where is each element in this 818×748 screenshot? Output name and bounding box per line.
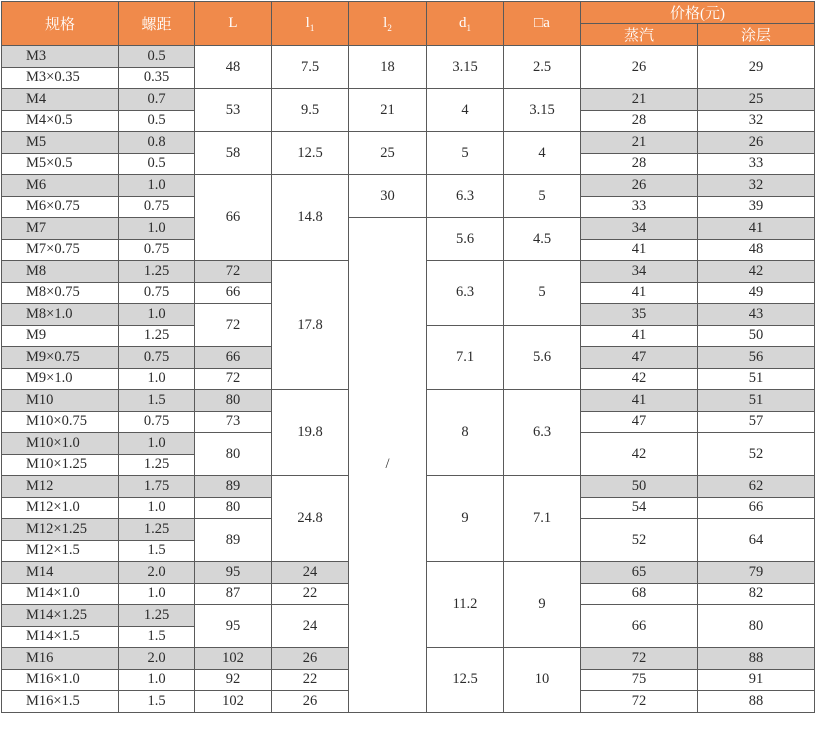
cell-spec: M3×0.35: [2, 67, 119, 89]
cell-L: 58: [195, 132, 272, 175]
cell-a: 5: [504, 175, 581, 218]
cell-steam: 47: [581, 347, 698, 369]
cell-pitch: 1.0: [119, 497, 195, 519]
cell-pitch: 1.0: [119, 304, 195, 326]
cell-pitch: 2.0: [119, 648, 195, 670]
cell-spec: M10×1.25: [2, 454, 119, 476]
cell-steam: 26: [581, 175, 698, 197]
cell-l1: 17.8: [272, 261, 349, 390]
cell-pitch: 0.35: [119, 67, 195, 89]
cell-d1: 6.3: [427, 175, 504, 218]
cell-a: 5.6: [504, 325, 581, 390]
cell-L: 102: [195, 691, 272, 713]
cell-a: 6.3: [504, 390, 581, 476]
cell-L: 66: [195, 282, 272, 304]
cell-L: 80: [195, 433, 272, 476]
header-coat: 涂层: [698, 24, 815, 46]
cell-steam: 21: [581, 89, 698, 111]
cell-l1: 26: [272, 648, 349, 670]
cell-l2: 25: [349, 132, 427, 175]
cell-pitch: 0.75: [119, 282, 195, 304]
cell-spec: M6: [2, 175, 119, 197]
cell-d1: 11.2: [427, 562, 504, 648]
cell-steam: 35: [581, 304, 698, 326]
cell-l1: 24: [272, 562, 349, 584]
cell-pitch: 1.25: [119, 325, 195, 347]
cell-l1: 22: [272, 583, 349, 605]
cell-coat: 32: [698, 110, 815, 132]
cell-spec: M12×1.0: [2, 497, 119, 519]
cell-pitch: 1.25: [119, 261, 195, 283]
cell-steam: 26: [581, 46, 698, 89]
cell-L: 66: [195, 347, 272, 369]
cell-pitch: 1.0: [119, 433, 195, 455]
cell-L: 87: [195, 583, 272, 605]
cell-coat: 48: [698, 239, 815, 261]
cell-a: 3.15: [504, 89, 581, 132]
cell-spec: M7: [2, 218, 119, 240]
cell-pitch: 1.0: [119, 368, 195, 390]
cell-spec: M8×0.75: [2, 282, 119, 304]
cell-d1: 12.5: [427, 648, 504, 713]
header-pitch: 螺距: [119, 2, 195, 46]
cell-L: 89: [195, 519, 272, 562]
cell-l1: 14.8: [272, 175, 349, 261]
header-price: 价格(元): [581, 2, 815, 24]
cell-steam: 72: [581, 691, 698, 713]
cell-coat: 49: [698, 282, 815, 304]
cell-steam: 28: [581, 153, 698, 175]
cell-a: 2.5: [504, 46, 581, 89]
cell-L: 95: [195, 562, 272, 584]
cell-L: 66: [195, 175, 272, 261]
cell-pitch: 1.25: [119, 454, 195, 476]
cell-pitch: 2.0: [119, 562, 195, 584]
cell-coat: 33: [698, 153, 815, 175]
cell-d1: 5.6: [427, 218, 504, 261]
cell-coat: 41: [698, 218, 815, 240]
cell-coat: 56: [698, 347, 815, 369]
cell-a: 5: [504, 261, 581, 326]
cell-a: 4.5: [504, 218, 581, 261]
cell-coat: 43: [698, 304, 815, 326]
cell-spec: M10×1.0: [2, 433, 119, 455]
cell-steam: 47: [581, 411, 698, 433]
cell-pitch: 1.75: [119, 476, 195, 498]
cell-L: 53: [195, 89, 272, 132]
cell-d1: 5: [427, 132, 504, 175]
cell-steam: 41: [581, 239, 698, 261]
cell-coat: 88: [698, 691, 815, 713]
cell-spec: M6×0.75: [2, 196, 119, 218]
spec-price-table: [1, 1, 815, 713]
cell-coat: 25: [698, 89, 815, 111]
cell-steam: 65: [581, 562, 698, 584]
cell-L: 48: [195, 46, 272, 89]
cell-spec: M9×0.75: [2, 347, 119, 369]
cell-spec: M4×0.5: [2, 110, 119, 132]
header-L: L: [195, 2, 272, 46]
cell-d1: 4: [427, 89, 504, 132]
cell-spec: M14×1.25: [2, 605, 119, 627]
cell-spec: M12: [2, 476, 119, 498]
cell-spec: M16×1.5: [2, 691, 119, 713]
table-row: [2, 218, 815, 240]
table-body: [2, 46, 815, 713]
cell-spec: M5: [2, 132, 119, 154]
cell-l1: 22: [272, 669, 349, 691]
cell-spec: M8: [2, 261, 119, 283]
cell-steam: 33: [581, 196, 698, 218]
cell-l1: 12.5: [272, 132, 349, 175]
cell-L: 72: [195, 304, 272, 347]
cell-l2: 21: [349, 89, 427, 132]
cell-pitch: 1.25: [119, 519, 195, 541]
cell-L: 72: [195, 261, 272, 283]
cell-spec: M4: [2, 89, 119, 111]
cell-L: 89: [195, 476, 272, 498]
cell-d1: 3.15: [427, 46, 504, 89]
cell-L: 80: [195, 497, 272, 519]
cell-a: 9: [504, 562, 581, 648]
cell-coat: 51: [698, 368, 815, 390]
cell-pitch: 0.75: [119, 239, 195, 261]
cell-a: 10: [504, 648, 581, 713]
header-steam: 蒸汽: [581, 24, 698, 46]
cell-coat: 42: [698, 261, 815, 283]
cell-L: 92: [195, 669, 272, 691]
cell-coat: 79: [698, 562, 815, 584]
header-spec: 规格: [2, 2, 119, 46]
cell-l1: 9.5: [272, 89, 349, 132]
cell-spec: M8×1.0: [2, 304, 119, 326]
cell-spec: M5×0.5: [2, 153, 119, 175]
cell-coat: 64: [698, 519, 815, 562]
cell-L: 72: [195, 368, 272, 390]
cell-l1: 24.8: [272, 476, 349, 562]
cell-pitch: 1.0: [119, 218, 195, 240]
cell-pitch: 0.75: [119, 196, 195, 218]
cell-steam: 41: [581, 390, 698, 412]
cell-coat: 29: [698, 46, 815, 89]
header-d1: $d_1$: [427, 2, 504, 46]
cell-coat: 52: [698, 433, 815, 476]
cell-d1: 9: [427, 476, 504, 562]
cell-steam: 21: [581, 132, 698, 154]
header-a: □a: [504, 2, 581, 46]
cell-pitch: 1.0: [119, 175, 195, 197]
cell-pitch: 1.5: [119, 626, 195, 648]
cell-L: 73: [195, 411, 272, 433]
cell-l1: 7.5: [272, 46, 349, 89]
cell-coat: 32: [698, 175, 815, 197]
cell-spec: M3: [2, 46, 119, 68]
cell-spec: M14×1.5: [2, 626, 119, 648]
cell-pitch: 0.8: [119, 132, 195, 154]
cell-spec: M14: [2, 562, 119, 584]
header-l1: $l_1$: [272, 2, 349, 46]
cell-pitch: 1.5: [119, 390, 195, 412]
cell-spec: M9: [2, 325, 119, 347]
cell-L: 102: [195, 648, 272, 670]
cell-coat: 82: [698, 583, 815, 605]
cell-spec: M12×1.5: [2, 540, 119, 562]
cell-l2: /: [349, 218, 427, 713]
cell-spec: M16×1.0: [2, 669, 119, 691]
cell-coat: 66: [698, 497, 815, 519]
cell-a: 4: [504, 132, 581, 175]
cell-coat: 62: [698, 476, 815, 498]
cell-steam: 41: [581, 282, 698, 304]
cell-spec: M16: [2, 648, 119, 670]
cell-steam: 68: [581, 583, 698, 605]
table-row: [2, 46, 815, 68]
cell-spec: M14×1.0: [2, 583, 119, 605]
cell-pitch: 0.75: [119, 411, 195, 433]
table-row: [2, 132, 815, 154]
cell-L: 95: [195, 605, 272, 648]
cell-a: 7.1: [504, 476, 581, 562]
cell-d1: 7.1: [427, 325, 504, 390]
cell-steam: 42: [581, 433, 698, 476]
cell-spec: M9×1.0: [2, 368, 119, 390]
cell-steam: 54: [581, 497, 698, 519]
cell-coat: 88: [698, 648, 815, 670]
table-row: [2, 89, 815, 111]
cell-l2: 18: [349, 46, 427, 89]
cell-steam: 66: [581, 605, 698, 648]
cell-pitch: 0.75: [119, 347, 195, 369]
cell-steam: 52: [581, 519, 698, 562]
cell-pitch: 1.5: [119, 691, 195, 713]
cell-pitch: 1.0: [119, 583, 195, 605]
cell-coat: 39: [698, 196, 815, 218]
cell-spec: M10×0.75: [2, 411, 119, 433]
cell-l1: 19.8: [272, 390, 349, 476]
cell-l1: 26: [272, 691, 349, 713]
cell-steam: 72: [581, 648, 698, 670]
cell-pitch: 0.5: [119, 110, 195, 132]
cell-spec: M10: [2, 390, 119, 412]
cell-pitch: 1.25: [119, 605, 195, 627]
cell-coat: 57: [698, 411, 815, 433]
cell-coat: 51: [698, 390, 815, 412]
header-l2: $l_2$: [349, 2, 427, 46]
table-row: [2, 175, 815, 197]
cell-pitch: 0.5: [119, 46, 195, 68]
cell-spec: M12×1.25: [2, 519, 119, 541]
cell-pitch: 1.5: [119, 540, 195, 562]
cell-coat: 91: [698, 669, 815, 691]
cell-coat: 80: [698, 605, 815, 648]
cell-steam: 42: [581, 368, 698, 390]
cell-spec: M7×0.75: [2, 239, 119, 261]
cell-coat: 50: [698, 325, 815, 347]
cell-pitch: 0.7: [119, 89, 195, 111]
cell-steam: 50: [581, 476, 698, 498]
cell-steam: 41: [581, 325, 698, 347]
cell-l2: 30: [349, 175, 427, 218]
cell-coat: 26: [698, 132, 815, 154]
cell-steam: 34: [581, 261, 698, 283]
cell-steam: 34: [581, 218, 698, 240]
cell-d1: 6.3: [427, 261, 504, 326]
cell-steam: 28: [581, 110, 698, 132]
cell-pitch: 1.0: [119, 669, 195, 691]
cell-steam: 75: [581, 669, 698, 691]
cell-pitch: 0.5: [119, 153, 195, 175]
cell-l1: 24: [272, 605, 349, 648]
cell-d1: 8: [427, 390, 504, 476]
cell-L: 80: [195, 390, 272, 412]
